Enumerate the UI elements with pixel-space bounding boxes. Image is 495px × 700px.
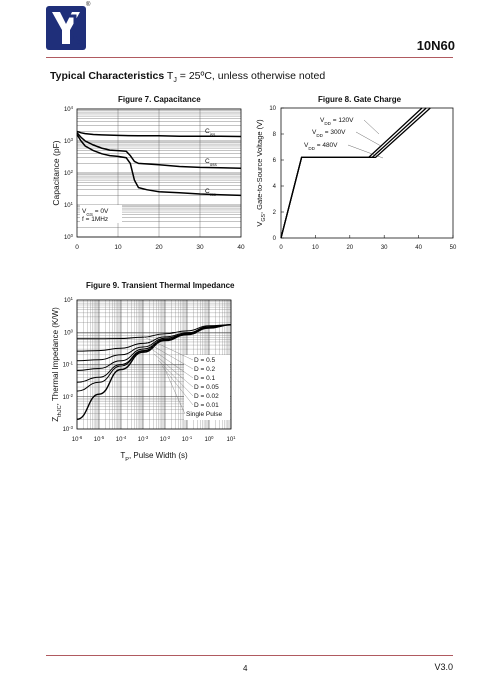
fig7-x-tick: 20 bbox=[155, 244, 163, 251]
fig8-x-tick: 50 bbox=[449, 245, 457, 251]
fig9-legend-item-0: D = 0.5 bbox=[194, 357, 216, 364]
fig8-y-tick: 10 bbox=[269, 106, 276, 112]
fig7-y-label: Capacitance (pF) bbox=[51, 140, 61, 206]
fig7-y-tick: $10^2$ bbox=[63, 168, 73, 177]
fig9-y-tick: $10^1$ bbox=[63, 295, 73, 304]
fig9-x-tick: $10^1$ bbox=[226, 434, 236, 443]
fig7-y-tick: $10^4$ bbox=[63, 104, 73, 113]
fig9-legend-item-6: Single Pulse bbox=[186, 411, 223, 418]
fig9-x-tick: $10^{-4}$ bbox=[115, 434, 127, 443]
fig9-x-tick: $10^{-3}$ bbox=[137, 434, 149, 443]
fig8-x-tick: 10 bbox=[312, 245, 319, 251]
section-title-rest: = 25ºC, unless otherwise noted bbox=[176, 70, 326, 82]
fig9-x-tick: $10^{-5}$ bbox=[93, 434, 105, 443]
fig7-annotation-vgs: $V_{GS} = 0V$ bbox=[82, 208, 109, 217]
fig9-x-tick: $10^{-6}$ bbox=[71, 434, 83, 443]
fig8-plot-frame bbox=[281, 108, 453, 238]
fig9-legend-item-5: D = 0.01 bbox=[194, 402, 219, 409]
fig7-label-ciss: $C_{iss}$ bbox=[205, 128, 216, 137]
fig8-label-2: $V_{DD} = 480V$ bbox=[304, 142, 338, 151]
fig8-label-1: $V_{DD} = 300V$ bbox=[312, 129, 346, 138]
fig9-y-tick: $10^{-2}$ bbox=[62, 392, 73, 401]
fig9-legend-item-3: D = 0.05 bbox=[194, 384, 219, 391]
fig8-x-tick: 40 bbox=[415, 245, 422, 251]
fig8-title: Figure 8. Gate Charge bbox=[318, 95, 402, 104]
fig9-x-tick: $10^0$ bbox=[204, 434, 214, 443]
fig8-x-tick: 20 bbox=[346, 245, 354, 251]
fig8-x-tick: 30 bbox=[380, 245, 388, 251]
fig9-y-label: $Z_{thJC}$, Thermal Impedance (K/W) bbox=[51, 307, 63, 422]
section-title-bold: Typical Characteristics bbox=[50, 70, 165, 82]
footer-divider bbox=[46, 655, 453, 656]
version-label: V3.0 bbox=[434, 662, 453, 672]
fig7-y-tick: $10^1$ bbox=[63, 200, 73, 209]
part-number: 10N60 bbox=[416, 38, 455, 53]
fig8-label-0: $V_{DD} = 120V$ bbox=[320, 117, 354, 126]
fig9-legend-item-4: D = 0.02 bbox=[194, 393, 219, 400]
registered-mark: ® bbox=[86, 2, 91, 8]
fig9-x-label: $T_P$, Pulse Width (s) bbox=[120, 451, 188, 463]
fig9-x-tick: $10^{-2}$ bbox=[159, 434, 171, 443]
fig8-y-tick: 4 bbox=[272, 184, 276, 190]
fig9-y-tick: $10^{-3}$ bbox=[62, 424, 73, 433]
fig7-annotation-freq: f = 1MHz bbox=[82, 216, 109, 223]
fig7-x-tick: 40 bbox=[237, 244, 245, 251]
fig7-title: Figure 7. Capacitance bbox=[118, 95, 201, 104]
fig8-leader-0 bbox=[364, 120, 379, 134]
fig7-x-tick: 0 bbox=[75, 244, 79, 251]
fig8-y-tick: 6 bbox=[272, 158, 276, 164]
section-title-t: T bbox=[164, 70, 174, 82]
fig7-y-tick: $10^3$ bbox=[63, 136, 73, 145]
fig7-label-coss: $C_{oss}$ bbox=[205, 158, 217, 167]
fig9-title: Figure 9. Transient Thermal Impedance bbox=[86, 281, 235, 290]
fig9-y-tick: $10^{-1}$ bbox=[62, 360, 73, 369]
fig9-y-tick: $10^0$ bbox=[63, 327, 73, 337]
fig8-leader-1 bbox=[356, 132, 381, 146]
fig7-x-tick: 10 bbox=[114, 244, 122, 251]
fig7-y-tick: $10^0$ bbox=[63, 232, 73, 241]
fig8-y-tick: 2 bbox=[272, 210, 276, 216]
fig9-x-tick: $10^{-1}$ bbox=[181, 434, 193, 443]
fig8-x-tick: 0 bbox=[279, 245, 283, 251]
fig7-label-crss: $C_{rss}$ bbox=[205, 188, 216, 197]
fig8-y-label: $V_{GS}$, Gate-to-Source Voltage (V) bbox=[255, 119, 267, 227]
fig8-y-tick: 8 bbox=[272, 132, 276, 138]
page-number: 4 bbox=[243, 664, 248, 673]
fig9-legend-item-1: D = 0.2 bbox=[194, 366, 216, 373]
fig9-legend-item-2: D = 0.1 bbox=[194, 375, 216, 382]
section-title-sub: J bbox=[173, 77, 177, 85]
fig7-x-tick: 30 bbox=[196, 244, 204, 251]
fig8-y-tick: 0 bbox=[272, 236, 276, 242]
